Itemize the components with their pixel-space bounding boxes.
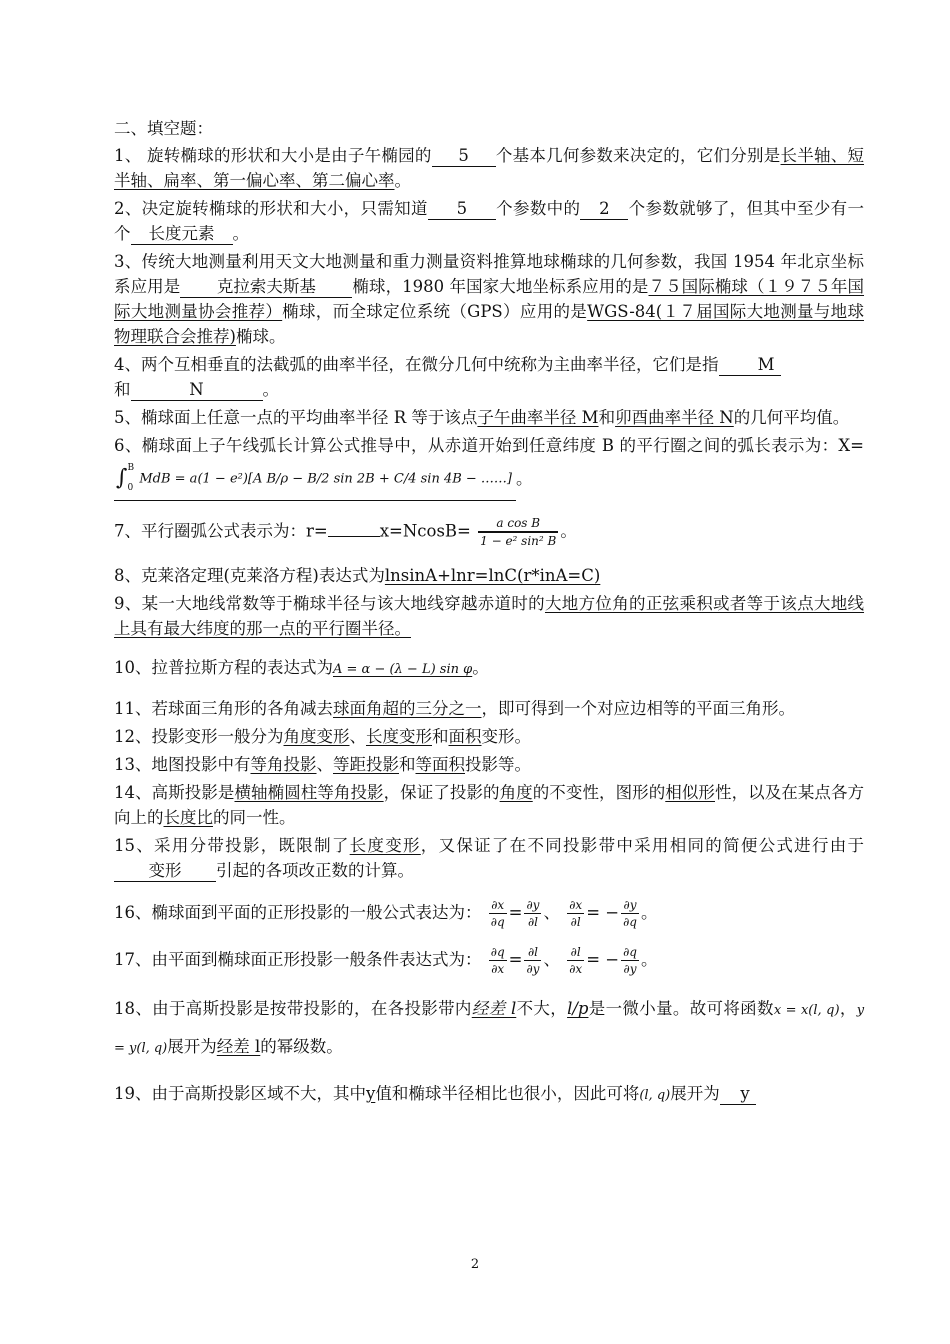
question-6: 6、椭球面上子午线弧长计算公式推导中，从赤道开始到任意纬度 B 的平行圈之间的弧长表示为：X= ∫B 0 MdB = a(1 − e²)[A B/ρ − B/2 sin 2B + C/4 sin 4B − ……] 。 — [114, 433, 864, 501]
question-16: 16、椭球面到平面的正形投影的一般公式表达为： $\frac{\partial x}{\partial q}$ = $\frac{\partial y}{\partial l}$ 、 $\frac{\partial x}{\partial l}$ = − $\frac{\partial y}{\partial q}$ 。 — [114, 898, 658, 929]
question-15: 15、采用分带投影，既限制了长度变形，又保证了在不同投影带中采用相同的简便公式进行由于变形 引起的各项改正数的计算。 — [114, 836, 865, 880]
parallel-arc-fraction: $\frac{\text{a cos B}}{\text{1 − e² sin² B}}$ — [480, 516, 557, 548]
question-12: 12、投影变形一般分为角度变形、长度变形和面积变形。 — [114, 727, 531, 746]
question-8: 8、克莱洛定理(克莱洛方程)表达式为lnsinA+lnr=lnC(r*inA=C) — [114, 566, 601, 585]
question-3: 3、传统大地测量利用天文大地测量和重力测量资料推算地球椭球的几何参数，我国 1954 年北京坐标系应用是 克拉索夫斯基 椭球，1980 年国家大地坐标系应用的是７５国际椭球（１９７５年国际大地测量协会推荐）椭球，而全球定位系统（GPS）应用的是WGS-84(１７届国际大地测量与地球物理联合会推荐)椭球。 — [114, 252, 865, 346]
question-19: 19、由于高斯投影区域不大，其中y值和椭球半径相比也很小，因此可将(l, q)展开为 y — [114, 1081, 864, 1108]
question-5: 5、椭球面上任意一点的平均曲率半径 R 等于该点子午曲率半径 M和卯酉曲率半径 N的几何平均值。 — [114, 408, 850, 427]
question-7: 7、平行圈弧公式表示为：r= x=NcosB= $\frac{\text{a cos B}}{\text{1 − e² sin² B}}$ 。 — [114, 516, 577, 548]
page-number: 2 — [470, 1257, 480, 1272]
meridian-arc-formula: ∫B 0 MdB = a(1 − e²)[A B/ρ − B/2 sin 2B + C/4 sin 4B − ……] — [114, 458, 516, 501]
question-2: 2、决定旋转椭球的形状和大小，只需知道 5 个参数中的 2 个参数就够了，但其中至少有一个 长度元素 。 — [114, 199, 865, 243]
blank-1: 5 — [432, 146, 496, 167]
laplace-formula: A = α − (λ − L) sin φ — [333, 662, 473, 677]
question-18: 18、由于高斯投影是按带投影的，在各投影带内经差 l不大，l/p是一微小量。故可将函数x = x(l, q)，y = y(l, q)展开为经差 l的幂级数。 — [114, 999, 865, 1056]
answer-1: 长半轴、短半轴、扁率、第一偏心率、第二偏心率 — [114, 146, 865, 190]
question-10: 10、拉普拉斯方程的表达式为A = α − (λ − L) sin φ。 — [114, 658, 489, 677]
question-1: 1、 旋转椭球的形状和大小是由子午椭园的 5 个基本几何参数来决定的，它们分别是长半轴、短半轴、扁率、第一偏心率、第二偏心率。 — [114, 146, 865, 190]
question-17: 17、由平面到椭球面正形投影一般条件表达式为： $\frac{\partial q}{\partial x}$ = $\frac{\partial l}{\partial y}$ 、 $\frac{\partial l}{\partial x}$ = − $\frac{\partial q}{\partial y}$ 。 — [114, 945, 658, 976]
question-14: 14、高斯投影是横轴椭圆柱等角投影，保证了投影的角度的不变性，图形的相似形性，以及在某点各方向上的长度比的同一性。 — [114, 783, 865, 827]
question-9: 9、某一大地线常数等于椭球半径与该大地线穿越赤道时的大地方位角的正弦乘积或者等于该点大地线上具有最大纬度的那一点的平行圈半径。 — [114, 594, 865, 638]
question-4: 4、两个互相垂直的法截弧的曲率半径，在微分几何中统称为主曲率半径，它们是指 M 和 N 。 — [114, 352, 864, 402]
question-11: 11、若球面三角形的各角减去球面角超的三分之一，即可得到一个对应边相等的平面三角形。 — [114, 699, 795, 718]
question-13: 13、地图投影中有等角投影、等距投影和等面积投影等。 — [114, 755, 531, 774]
section-title: 二、填空题： — [114, 119, 213, 138]
